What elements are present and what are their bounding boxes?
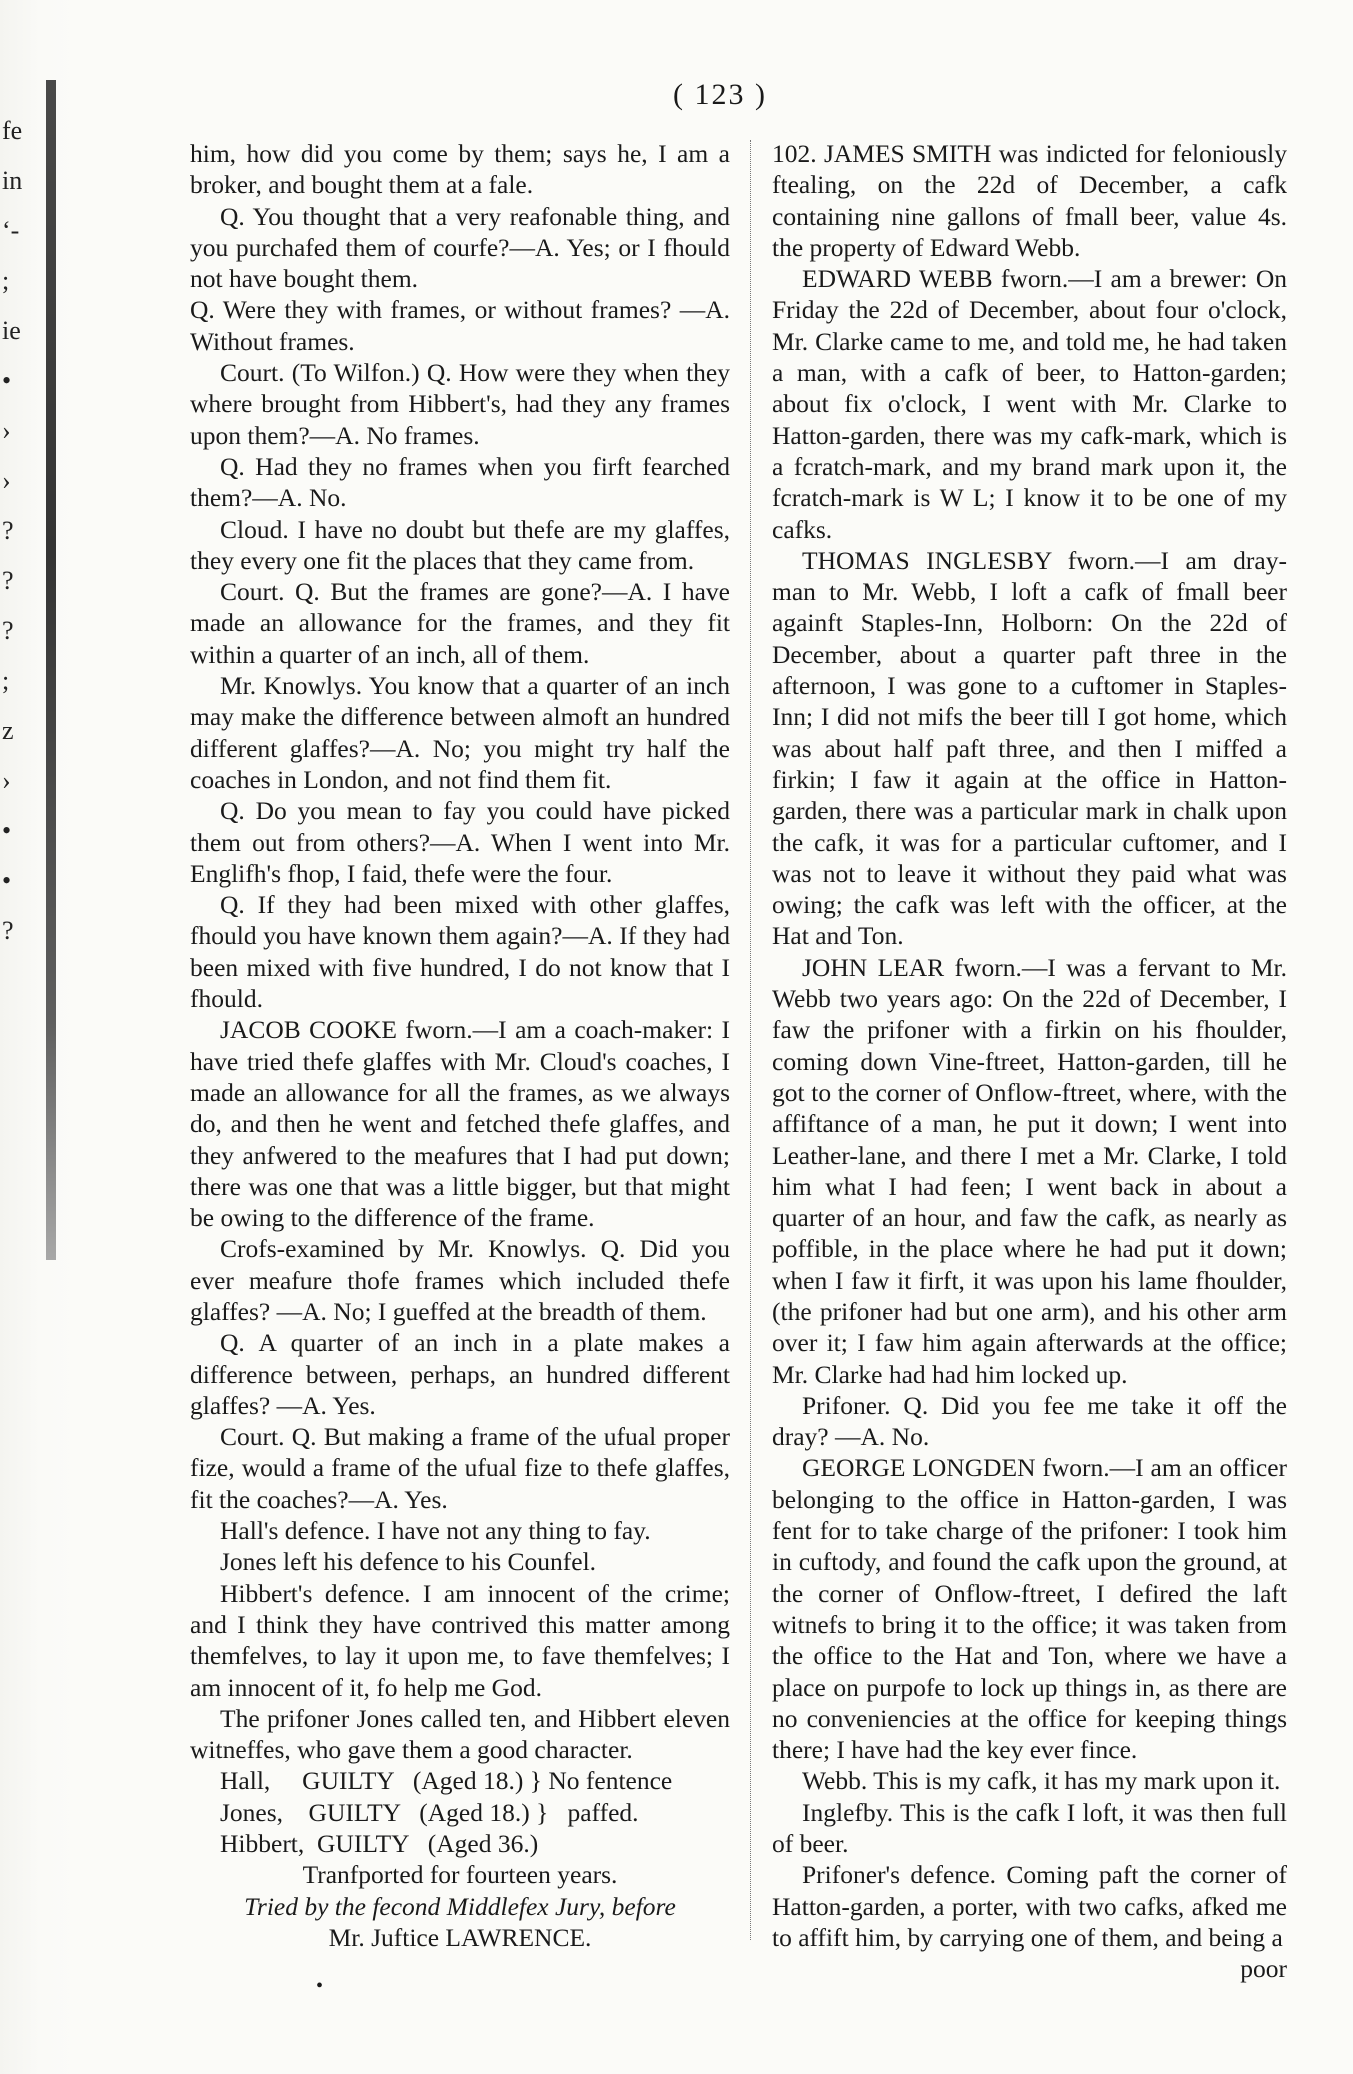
margin-mark: › — [2, 416, 11, 445]
margin-mark: › — [2, 766, 11, 795]
paragraph: Mr. Knowlys. You know that a quarter of an inch may make the difference between almoft an hundred different glaffes?—A. No; you might try half the coaches in London, and not find them fit. — [190, 671, 730, 794]
margin-mark: ? — [2, 916, 14, 945]
paragraph: Cloud. I have no doubt but thefe are my glaffes, they every one fit the places that they came from. — [190, 514, 730, 575]
gutter-shadow — [46, 80, 56, 1260]
paragraph: Hibbert's defence. I am innocent of the crime; and I think they have contrived this matter among themfelves, to lay it upon me, to fave themfelves; I am innocent of it, fo help me God. — [190, 1578, 730, 1702]
judge-line: Mr. Juftice LAWRENCE. — [328, 1922, 592, 1952]
paragraph: 102. JAMES SMITH was indicted for feloniously ftealing, on the 22d of December, a cafk containing nine gallons of fmall beer, value 4s. the property of Edward Webb. — [772, 139, 1287, 262]
paragraph: Crofs-examined by Mr. Knowlys. Q. Did you ever meafure thofe frames which included thefe glaffes? —A. No; I gueffed at the breadth of them. — [190, 1234, 730, 1326]
right-column — [772, 138, 1287, 1985]
verdict-line: Jones, GUILTY (Aged 18.) } paffed. — [220, 1797, 639, 1827]
margin-mark: fe — [2, 116, 23, 145]
paragraph: Q. Were they with frames, or without frames? —A. Without frames. — [190, 295, 730, 356]
paragraph: Court. (To Wilfon.) Q. How were they when they where brought from Hibbert's, had they any frames upon them?—A. No frames. — [190, 358, 730, 450]
margin-mark: ; — [2, 666, 10, 695]
margin-mark: ? — [2, 566, 14, 595]
margin-bleedthrough — [2, 118, 42, 968]
margin-mark: z — [2, 716, 14, 745]
paragraph: him, how did you come by them; says he, I am a broker, and bought them at a fale. — [190, 139, 730, 200]
catchword: poor — [1240, 1954, 1287, 1984]
paragraph: THOMAS INGLESBY fworn.—I am dray-man to Mr. Webb, I loft a cafk of fmall beer againft Staples-Inn, Holborn: On the 22d of December, about a quarter paft three in the afternoon, I was gone to a cuftomer in Staples-Inn; I did not mifs the beer till I got home, which was about half paft three, and then I miffed a firkin; I faw it again at the office in Hatton-garden, there was a particular mark in chalk upon the cafk, it was for a particular cuftomer, and I was not to leave it without they paid what was owing; the cafk was left with the officer, at the Hat and Ton. — [772, 545, 1287, 951]
margin-mark: in — [2, 166, 23, 195]
paragraph: Inglefby. This is the cafk I loft, it was then full of beer. — [772, 1797, 1287, 1859]
margin-mark: • — [2, 866, 12, 895]
verdict-line: Hibbert, GUILTY (Aged 36.) — [220, 1829, 539, 1859]
paragraph: Webb. This is my cafk, it has my mark upon it. — [802, 1766, 1281, 1796]
margin-mark: ; — [2, 266, 10, 295]
margin-mark: › — [2, 466, 11, 495]
sentence-line: Tranfported for fourteen years. — [302, 1860, 618, 1890]
paragraph: Q. A quarter of an inch in a plate makes a difference between, perhaps, an hundred different glaffes? —A. Yes. — [190, 1328, 730, 1420]
paragraph: EDWARD WEBB fworn.—I am a brewer: On Friday the 22d of December, about four o'clock, Mr. Clarke came to me, and told me, he had taken a man, with a cafk of beer, to Hatton-garden; about fix o'clock, I went with Mr. Clarke to Hatton-garden, there was my cafk-mark, which is a fcratch-mark, and my brand mark upon it, the fcratch-mark is W L; I know it to be one of my cafks. — [772, 264, 1287, 544]
column-divider — [750, 140, 751, 1940]
margin-mark: ? — [2, 616, 14, 645]
jury-text: Tried by the fecond Middlefex Jury, before — [244, 1891, 676, 1921]
paragraph: The prifoner Jones called ten, and Hibbert eleven witneffes, who gave them a good character. — [190, 1703, 730, 1765]
jury-line — [190, 1891, 730, 1922]
verdict-line: Hall, GUILTY (Aged 18.) } No fentence — [220, 1766, 673, 1796]
margin-mark: • — [2, 816, 12, 845]
ink-speck: • — [316, 1975, 324, 1997]
margin-mark: ? — [2, 516, 14, 545]
paragraph: JACOB COOKE fworn.—I am a coach-maker: I have tried thefe glaffes with Mr. Cloud's coaches, I made an allowance for all the frames, as we always do, and then he went and fetched thefe glaffes, and they anfwered to the meafures that I had put down; there was one that was a little bigger, but that might be owing to the difference of the frame. — [190, 1015, 730, 1233]
margin-mark: ie — [2, 316, 21, 345]
margin-mark: ‘- — [2, 216, 20, 245]
paragraph: GEORGE LONGDEN fworn.—I am an officer belonging to the office in Hatton-garden, I was fent for to take charge of the prifoner: I took him in cuftody, and found the cafk upon the ground, at the corner of Onflow-ftreet, I defired the laft witnefs to bring it to the office; it was taken from the office to the Hat and Ton, where we have a place on purpofe to lock up things in, as there are no conveniencies at the office for keeping things there; I have had the key ever fince. — [772, 1453, 1287, 1765]
paragraph: Prifoner's defence. Coming paft the corner of Hatton-garden, a porter, with two cafks, afked me to affift him, by carrying one of them, and being a — [772, 1860, 1287, 1952]
paragraph: Hall's defence. I have not any thing to fay. — [220, 1516, 651, 1546]
left-column — [190, 138, 730, 1953]
paragraph: Court. Q. But making a frame of the ufual proper fize, would a frame of the ufual fize to thefe glaffes, fit the coaches?—A. Yes. — [190, 1422, 730, 1514]
margin-mark: • — [2, 366, 12, 395]
page-number: ( 123 ) — [673, 78, 767, 111]
paragraph: Q. You thought that a very reafonable thing, and you purchafed them of courfe?—A. Yes; or I fhould not have bought them. — [190, 201, 730, 294]
paragraph: Prifoner. Q. Did you fee me take it off the dray? —A. No. — [772, 1390, 1287, 1452]
paragraph: JOHN LEAR fworn.—I was a fervant to Mr. Webb two years ago: On the 22d of December, I faw the prifoner with a firkin on his fhoulder, coming down Vine-ftreet, Hatton-garden, till he got to the corner of Onflow-ftreet, where, with the affiftance of a man, he put it down; I went into Leather-lane, and there I met a Mr. Clarke, I told him what I had feen; I went back in about a quarter of an hour, and faw the cafk, as nearly as poffible, in the place where he had put it down; when I faw it firft, it was upon his lame fhoulder, (the prifoner had but one arm), and his other arm over it; I faw him again afterwards at the office; Mr. Clarke had had him locked up. — [772, 952, 1287, 1389]
paragraph: Q. Do you mean to fay you could have picked them out from others?—A. When I went into Mr. Englifh's fhop, I faid, thefe were the four. — [190, 796, 730, 888]
paragraph: Jones left his defence to his Counfel. — [220, 1547, 597, 1577]
paragraph: Court. Q. But the frames are gone?—A. I have made an allowance for the frames, and they fit within a quarter of an inch, all of them. — [190, 577, 730, 669]
paragraph: Q. Had they no frames when you firft fearched them?—A. No. — [190, 451, 730, 513]
paragraph: Q. If they had been mixed with other glaffes, fhould you have known them again?—A. If they had been mixed with five hundred, I do not know that I fhould. — [190, 890, 730, 1014]
